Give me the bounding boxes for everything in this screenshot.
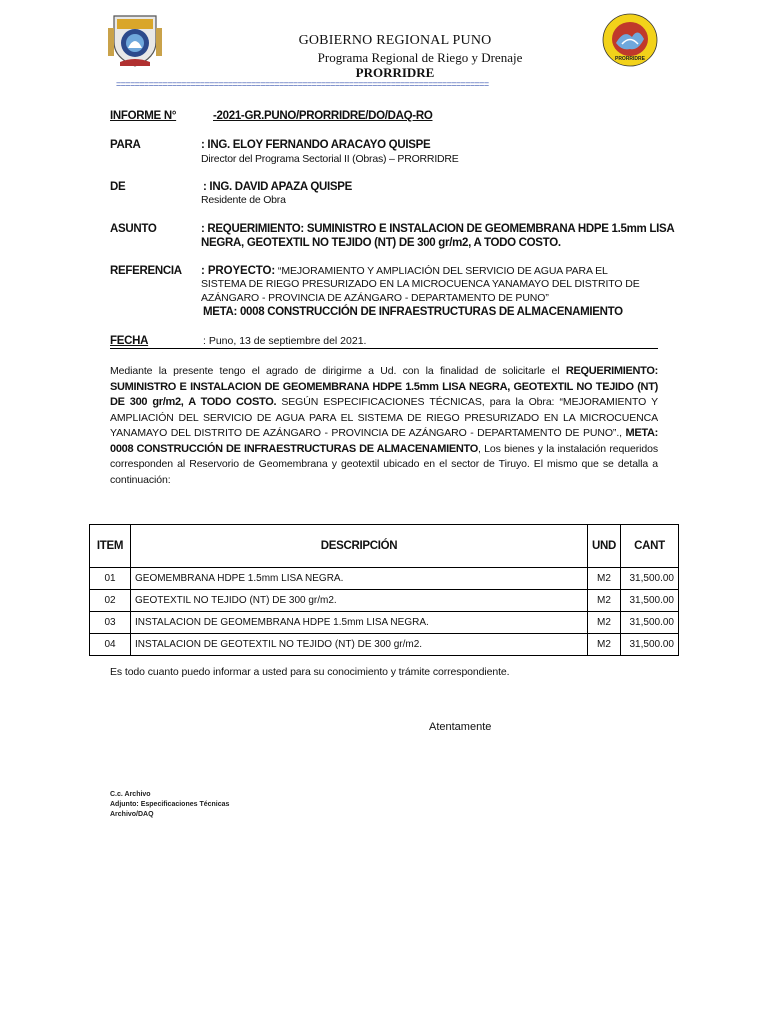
- body-paragraph: [110, 364, 658, 488]
- reference-meta: META: 0008 CONSTRUCCIÓN DE INFRAESTRUCTURAS DE ALMACENAMIENTO: [203, 306, 623, 318]
- row-und: M2: [588, 590, 621, 612]
- date-divider: [110, 348, 658, 349]
- reference-label: REFERENCIA: [110, 265, 182, 277]
- subject-label: ASUNTO: [110, 223, 157, 235]
- body-detail: , Los bienes y la instalación requeridos corresponden al Reservorio de Geomembrana y geotextil ubicado en el sector de Tiruyo. El mismo que se detalla a continuación:: [110, 442, 658, 486]
- table-header-row: [90, 525, 679, 568]
- footer-cc: C.c. Archivo: [110, 791, 151, 798]
- to-title: Director del Programa Sectorial II (Obras) – PRORRIDRE: [201, 153, 459, 165]
- program-name: Programa Regional de Riego y Drenaje: [317, 50, 523, 65]
- row-und: M2: [588, 568, 621, 590]
- row-desc: GEOMEMBRANA HDPE 1.5mm LISA NEGRA.: [131, 568, 588, 590]
- from-label: DE: [110, 181, 126, 193]
- table-row: [90, 634, 679, 656]
- date-label: FECHA: [110, 335, 149, 347]
- seal-text: PRORRIDRE: [614, 56, 645, 62]
- row-cant: 31,500.00: [621, 634, 679, 656]
- row-desc: INSTALACION DE GEOMEMBRANA HDPE 1.5mm LISA NEGRA.: [131, 612, 588, 634]
- report-number-value: -2021-GR.PUNO/PRORRIDRE/DO/DAQ-RO: [213, 110, 433, 122]
- subject-line-1: : REQUERIMIENTO: SUMINISTRO E INSTALACION DE GEOMEMBRANA HDPE 1.5mm LISA: [201, 223, 675, 235]
- to-name: : ING. ELOY FERNANDO ARACAYO QUISPE: [201, 139, 431, 151]
- col-desc-header: DESCRIPCIÓN: [131, 525, 588, 568]
- footer-attachment: Adjunto: Especificaciones Técnicas: [110, 801, 230, 808]
- closing-text: Es todo cuanto puedo informar a usted para su conocimiento y trámite correspondiente.: [110, 666, 510, 678]
- row-item: 02: [90, 590, 131, 612]
- row-cant: 31,500.00: [621, 568, 679, 590]
- footer-archive: Archivo/DAQ: [110, 811, 154, 818]
- table-row: [90, 612, 679, 634]
- reference-line-1: “MEJORAMIENTO Y AMPLIACIÓN DEL SERVICIO DE AGUA PARA EL: [277, 265, 608, 277]
- col-item-header: ITEM: [90, 525, 131, 568]
- reference-line-3: AZÁNGARO - PROVINCIA DE AZÁNGARO - DEPARTAMENTO DE PUNO”: [201, 292, 549, 304]
- row-desc: INSTALACION DE GEOTEXTIL NO TEJIDO (NT) DE 300 gr/m2.: [131, 634, 588, 656]
- row-cant: 31,500.00: [621, 612, 679, 634]
- header-separator: ================================================================================: [116, 80, 489, 89]
- reference-line-2: SISTEMA DE RIEGO PRESURIZADO EN LA MICROCUENCA YANAMAYO DEL DISTRITO DE: [201, 278, 640, 290]
- row-und: M2: [588, 612, 621, 634]
- right-logo: [602, 13, 658, 67]
- reference-prefix: : PROYECTO:: [201, 265, 276, 277]
- body-requirement: REQUERIMIENTO: SUMINISTRO E INSTALACION DE GEOMEMBRANA HDPE 1.5mm LISA NEGRA, GEOTEXTIL NO TEJIDO (NT) DE 300 gr/m2, A TODO COSTO.: [110, 365, 658, 408]
- row-desc: GEOTEXTIL NO TEJIDO (NT) DE 300 gr/m2.: [131, 590, 588, 612]
- subject-line-2: NEGRA, GEOTEXTIL NO TEJIDO (NT) DE 300 gr/m2, A TODO COSTO.: [201, 237, 561, 249]
- from-title: Residente de Obra: [201, 194, 286, 206]
- left-logo: [106, 10, 164, 68]
- body-specs: SEGÚN ESPECIFICACIONES TÉCNICAS: [276, 396, 482, 408]
- report-number-label: INFORME N°: [110, 110, 177, 122]
- date-value: : Puno, 13 de septiembre del 2021.: [203, 335, 367, 347]
- program-acronym: PRORRIDRE: [355, 65, 435, 80]
- items-table: [89, 524, 679, 656]
- row-item: 01: [90, 568, 131, 590]
- from-name: : ING. DAVID APAZA QUISPE: [203, 181, 353, 193]
- row-und: M2: [588, 634, 621, 656]
- row-cant: 31,500.00: [621, 590, 679, 612]
- row-item: 03: [90, 612, 131, 634]
- row-item: 04: [90, 634, 131, 656]
- org-name: GOBIERNO REGIONAL PUNO: [298, 33, 492, 48]
- col-und-header: UND: [588, 525, 621, 568]
- table-row: [90, 590, 679, 612]
- col-cant-header: CANT: [621, 525, 679, 568]
- body-intro: Mediante la presente tengo el agrado de dirigirme a Ud. con la finalidad de solicitarle el: [110, 365, 566, 377]
- table-row: [90, 568, 679, 590]
- regards: Atentamente: [429, 721, 492, 733]
- body-meta: META: 0008 CONSTRUCCIÓN DE INFRAESTRUCTURAS DE ALMACENAMIENTO: [110, 427, 658, 455]
- body-project: , para la Obra: “MEJORAMIENTO Y AMPLIACIÓN DEL SERVICIO DE AGUA PARA EL SISTEMA DE RIEGO PRESURIZADO EN LA MICROCUENCA YANAMAYO DEL DISTRITO DE AZÁNGARO - PROVINCIA DE AZÁNGARO - DEPARTAMENTO DE PUNO”.,: [110, 396, 659, 439]
- to-label: PARA: [110, 139, 141, 151]
- regional-shield-icon: [106, 10, 164, 68]
